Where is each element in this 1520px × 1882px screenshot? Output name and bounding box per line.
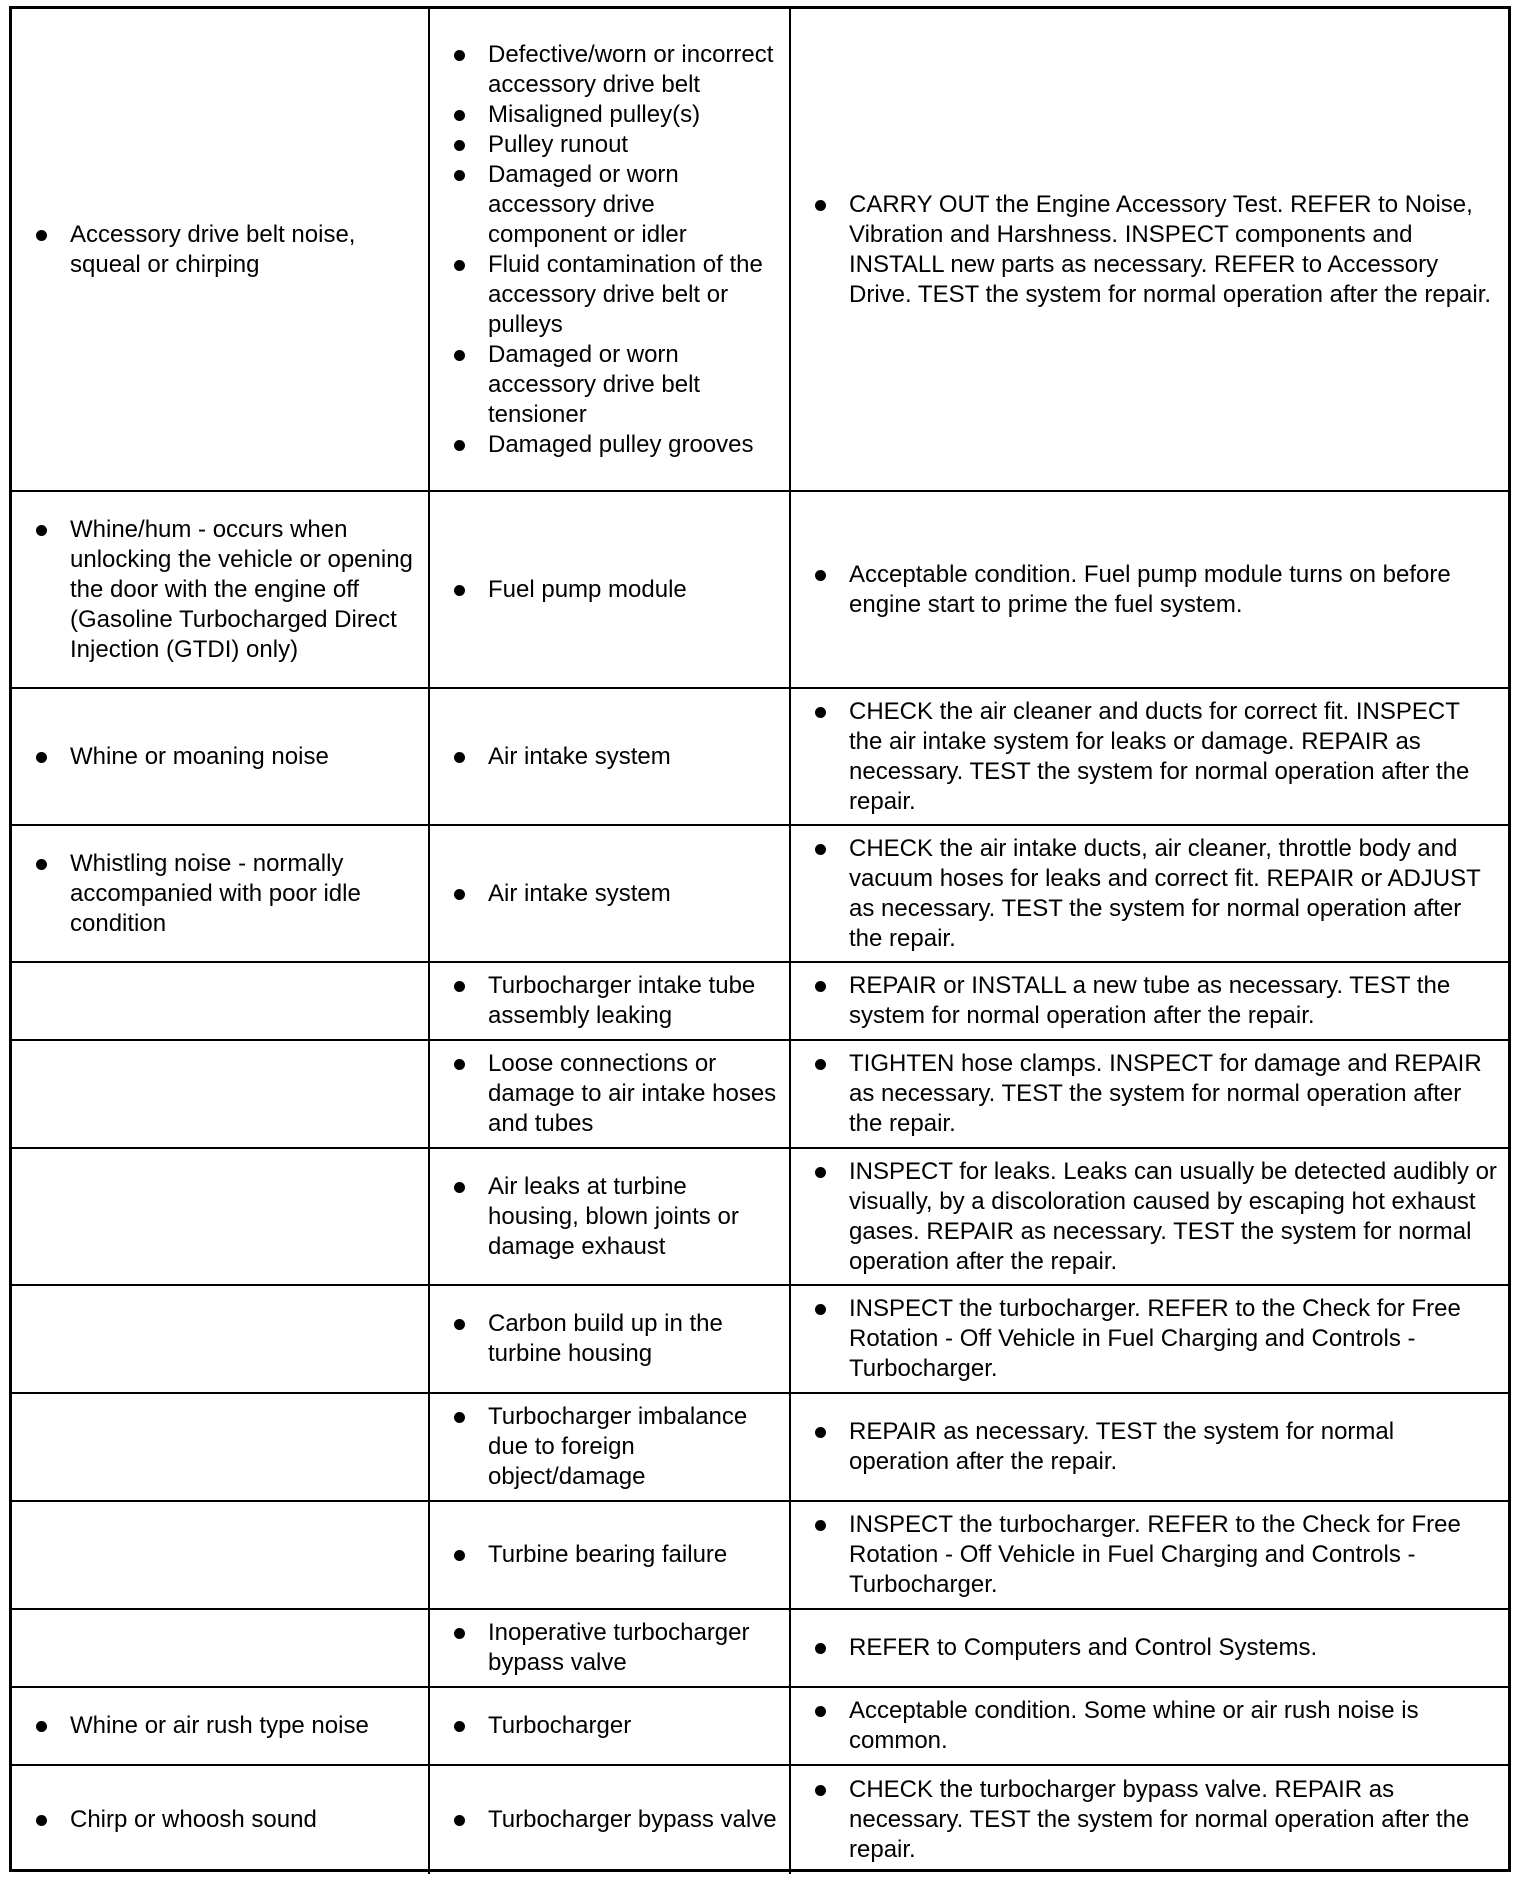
action-item: REFER to Computers and Control Systems. bbox=[813, 1633, 1498, 1663]
source-cell bbox=[429, 1148, 790, 1285]
action-list bbox=[813, 1696, 1498, 1756]
source-item: Damaged pulley grooves bbox=[452, 430, 779, 460]
symptom-list bbox=[34, 849, 418, 939]
symptom-list bbox=[34, 742, 418, 772]
action-cell bbox=[790, 1687, 1508, 1765]
symptom-list bbox=[34, 515, 418, 665]
source-cell bbox=[429, 825, 790, 962]
source-item: Turbocharger imbalance due to foreign object/damage bbox=[452, 1402, 779, 1492]
source-item: Turbocharger bbox=[452, 1711, 779, 1741]
symptom-list bbox=[34, 1805, 418, 1835]
action-cell bbox=[790, 962, 1508, 1040]
symptom-cell bbox=[12, 1393, 429, 1501]
source-item: Defective/worn or incorrect accessory drive belt bbox=[452, 40, 779, 100]
source-list bbox=[452, 971, 779, 1031]
source-item: Misaligned pulley(s) bbox=[452, 100, 779, 130]
source-list bbox=[452, 575, 779, 605]
action-list bbox=[813, 1510, 1498, 1600]
action-item: INSPECT the turbocharger. REFER to the Check for Free Rotation - Off Vehicle in Fuel Charging and Controls - Turbocharger. bbox=[813, 1294, 1498, 1384]
source-list bbox=[452, 1711, 779, 1741]
source-list bbox=[452, 40, 779, 460]
symptom-cell bbox=[12, 491, 429, 688]
action-list bbox=[813, 1633, 1498, 1663]
table-row bbox=[12, 1687, 1508, 1765]
source-item: Carbon build up in the turbine housing bbox=[452, 1309, 779, 1369]
action-cell bbox=[790, 1393, 1508, 1501]
source-item: Fuel pump module bbox=[452, 575, 779, 605]
action-cell bbox=[790, 1501, 1508, 1609]
action-cell bbox=[790, 1609, 1508, 1687]
action-list bbox=[813, 834, 1498, 954]
action-list bbox=[813, 1157, 1498, 1277]
symptom-cell bbox=[12, 1687, 429, 1765]
action-item: INSPECT the turbocharger. REFER to the Check for Free Rotation - Off Vehicle in Fuel Charging and Controls - Turbocharger. bbox=[813, 1510, 1498, 1600]
action-list bbox=[813, 971, 1498, 1031]
source-cell bbox=[429, 1040, 790, 1148]
source-item: Damaged or worn accessory drive belt tensioner bbox=[452, 340, 779, 430]
action-item: REPAIR or INSTALL a new tube as necessary. TEST the system for normal operation after the repair. bbox=[813, 971, 1498, 1031]
symptom-list bbox=[34, 1711, 418, 1741]
action-list bbox=[813, 1049, 1498, 1139]
action-cell bbox=[790, 1285, 1508, 1393]
source-cell bbox=[429, 1501, 790, 1609]
source-item: Turbine bearing failure bbox=[452, 1540, 779, 1570]
action-list bbox=[813, 1294, 1498, 1384]
table-row bbox=[12, 962, 1508, 1040]
action-list bbox=[813, 697, 1498, 817]
action-cell bbox=[790, 1148, 1508, 1285]
source-item: Pulley runout bbox=[452, 130, 779, 160]
symptom-cell bbox=[12, 1765, 429, 1874]
action-cell bbox=[790, 491, 1508, 688]
source-list bbox=[452, 879, 779, 909]
source-item: Inoperative turbocharger bypass valve bbox=[452, 1618, 779, 1678]
source-item: Air leaks at turbine housing, blown joints or damage exhaust bbox=[452, 1172, 779, 1262]
symptom-cell bbox=[12, 1501, 429, 1609]
action-item: Acceptable condition. Fuel pump module turns on before engine start to prime the fuel system. bbox=[813, 560, 1498, 620]
table-row bbox=[12, 1765, 1508, 1874]
source-cell bbox=[429, 9, 790, 491]
source-cell bbox=[429, 1609, 790, 1687]
action-cell bbox=[790, 9, 1508, 491]
symptom-cell bbox=[12, 9, 429, 491]
source-cell bbox=[429, 1687, 790, 1765]
action-cell bbox=[790, 688, 1508, 825]
source-cell bbox=[429, 1393, 790, 1501]
action-cell bbox=[790, 825, 1508, 962]
symptom-cell bbox=[12, 1285, 429, 1393]
source-cell bbox=[429, 688, 790, 825]
symptom-cell bbox=[12, 962, 429, 1040]
action-item: TIGHTEN hose clamps. INSPECT for damage and REPAIR as necessary. TEST the system for normal operation after the repair. bbox=[813, 1049, 1498, 1139]
symptom-chart-body bbox=[12, 9, 1508, 1874]
symptom-chart-table bbox=[12, 9, 1508, 1874]
source-cell bbox=[429, 1285, 790, 1393]
source-item: Fluid contamination of the accessory drive belt or pulleys bbox=[452, 250, 779, 340]
symptom-cell bbox=[12, 688, 429, 825]
source-item: Turbocharger intake tube assembly leaking bbox=[452, 971, 779, 1031]
source-item: Air intake system bbox=[452, 879, 779, 909]
table-row bbox=[12, 491, 1508, 688]
source-list bbox=[452, 742, 779, 772]
source-item: Loose connections or damage to air intake hoses and tubes bbox=[452, 1049, 779, 1139]
symptom-item: Chirp or whoosh sound bbox=[34, 1805, 418, 1835]
symptom-item: Whine or air rush type noise bbox=[34, 1711, 418, 1741]
source-cell bbox=[429, 962, 790, 1040]
symptom-cell bbox=[12, 1609, 429, 1687]
action-item: CHECK the air cleaner and ducts for correct fit. INSPECT the air intake system for leaks or damage. REPAIR as necessary. TEST the system for normal operation after the repair. bbox=[813, 697, 1498, 817]
symptom-item: Whistling noise - normally accompanied with poor idle condition bbox=[34, 849, 418, 939]
source-list bbox=[452, 1618, 779, 1678]
table-row bbox=[12, 1040, 1508, 1148]
table-row bbox=[12, 1393, 1508, 1501]
source-list bbox=[452, 1049, 779, 1139]
table-row bbox=[12, 688, 1508, 825]
action-list bbox=[813, 190, 1498, 310]
table-row bbox=[12, 1148, 1508, 1285]
symptom-cell bbox=[12, 1040, 429, 1148]
table-row bbox=[12, 825, 1508, 962]
action-cell bbox=[790, 1765, 1508, 1874]
table-row bbox=[12, 9, 1508, 491]
symptom-cell bbox=[12, 825, 429, 962]
action-item: REPAIR as necessary. TEST the system for normal operation after the repair. bbox=[813, 1417, 1498, 1477]
action-list bbox=[813, 1417, 1498, 1477]
symptom-list bbox=[34, 220, 418, 280]
action-item: CHECK the turbocharger bypass valve. REPAIR as necessary. TEST the system for normal operation after the repair. bbox=[813, 1775, 1498, 1865]
source-list bbox=[452, 1309, 779, 1369]
action-item: CHECK the air intake ducts, air cleaner, throttle body and vacuum hoses for leaks and correct fit. REPAIR or ADJUST as necessary. TEST the system for normal operation after the repair. bbox=[813, 834, 1498, 954]
table-row bbox=[12, 1609, 1508, 1687]
action-list bbox=[813, 1775, 1498, 1865]
source-cell bbox=[429, 1765, 790, 1874]
source-list bbox=[452, 1805, 779, 1835]
action-item: CARRY OUT the Engine Accessory Test. REFER to Noise, Vibration and Harshness. INSPECT components and INSTALL new parts as necessary. REFER to Accessory Drive. TEST the system for normal operation after the repair. bbox=[813, 190, 1498, 310]
symptom-item: Accessory drive belt noise, squeal or chirping bbox=[34, 220, 418, 280]
symptom-item: Whine or moaning noise bbox=[34, 742, 418, 772]
source-item: Damaged or worn accessory drive component or idler bbox=[452, 160, 779, 250]
action-item: Acceptable condition. Some whine or air rush noise is common. bbox=[813, 1696, 1498, 1756]
source-list bbox=[452, 1402, 779, 1492]
source-item: Turbocharger bypass valve bbox=[452, 1805, 779, 1835]
action-list bbox=[813, 560, 1498, 620]
symptom-item: Whine/hum - occurs when unlocking the vehicle or opening the door with the engine off (Gasoline Turbocharged Direct Injection (GTDI) only) bbox=[34, 515, 418, 665]
symptom-cell bbox=[12, 1148, 429, 1285]
source-list bbox=[452, 1540, 779, 1570]
table-row bbox=[12, 1501, 1508, 1609]
action-cell bbox=[790, 1040, 1508, 1148]
source-cell bbox=[429, 491, 790, 688]
source-item: Air intake system bbox=[452, 742, 779, 772]
source-list bbox=[452, 1172, 779, 1262]
table-row bbox=[12, 1285, 1508, 1393]
action-item: INSPECT for leaks. Leaks can usually be detected audibly or visually, by a discoloration caused by escaping hot exhaust gases. REPAIR as necessary. TEST the system for normal operation after the repair. bbox=[813, 1157, 1498, 1277]
diagnosis-table-sheet bbox=[9, 6, 1511, 1872]
